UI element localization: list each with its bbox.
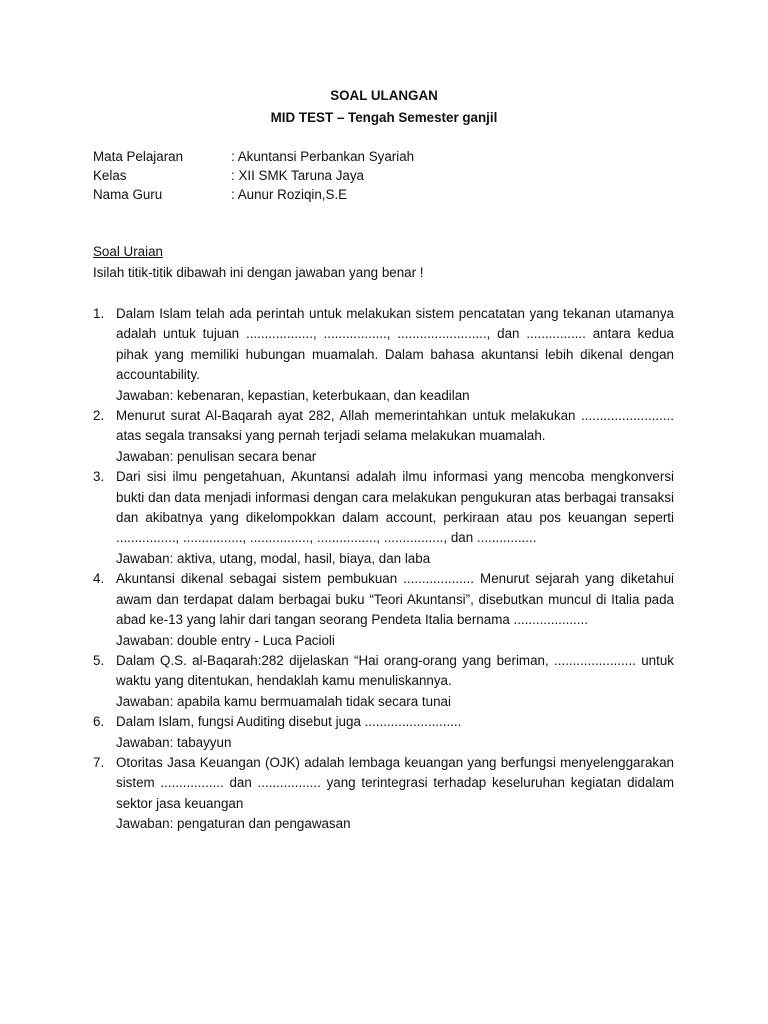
question-number: 5. [93, 652, 105, 668]
info-row-subject [93, 147, 414, 166]
question-text: Akuntansi dikenal sebagai sistem pembukuan ................... Menurut sejarah yang diketahui awam dan terdapat dalam berbagai buku “Teori Akuntansi”, disebutkan muncul di Italia pada abad ke-13 yang lahir dari tangan seorang Pendeta Italia bernama .................... [116, 571, 674, 628]
question-text: Dalam Q.S. al-Baqarah:282 dijelaskan “Hai orang-orang yang beriman, ...................... untuk waktu yang ditentukan, hendaklah kamu menuliskannya. [116, 652, 674, 689]
info-value: : XII SMK Taruna Jaya [231, 168, 364, 183]
question-list [93, 304, 674, 835]
document-title: SOAL ULANGAN [330, 88, 438, 103]
question-number: 3. [93, 469, 105, 485]
instruction-text: Isilah titik-titik dibawah ini dengan jawaban yang benar ! [93, 265, 424, 280]
question-answer: Jawaban: kebenaran, kepastian, keterbukaan, dan keadilan [116, 387, 470, 403]
question-text: Dari sisi ilmu pengetahuan, Akuntansi adalah ilmu informasi yang mencoba mengkonversi bukti dan data menjadi informasi dengan cara melakukan pengukuran atas berbagai transaksi dan akibatnya yang dikelompokkan dalam account, perkiraan atau pos keuangan seperti ................, ................, ................, ................, ................, dan ................ [116, 469, 674, 546]
question-item [93, 651, 674, 712]
question-text: Dalam Islam telah ada perintah untuk melakukan sistem pencatatan yang tekanan utamanya adalah untuk tujuan .................., ................., ........................, dan ................ antara kedua pihak yang memiliki hubungan muamalah. Dalam bahasa akuntansi lebih dikenal dengan accountability. [116, 306, 674, 383]
question-item [93, 467, 674, 569]
question-item [93, 712, 674, 753]
question-item [93, 753, 674, 835]
question-answer: Jawaban: penulisan secara benar [116, 448, 317, 464]
question-number: 4. [93, 571, 105, 587]
question-answer: Jawaban: pengaturan dan pengawasan [116, 816, 351, 832]
info-value: : Aunur Roziqin,S.E [231, 187, 348, 202]
question-text: Otoritas Jasa Keuangan (OJK) adalah lembaga keuangan yang berfungsi menyelenggarakan sistem ................. dan ................. yang terintegrasi terhadap keseluruhan kegiatan didalam sektor jasa keuangan [116, 754, 674, 811]
question-text: Menurut surat Al-Baqarah ayat 282, Allah memerintahkan untuk melakukan ......................... atas segala transaksi yang pernah terjadi selama melakukan muamalah. [116, 408, 674, 444]
question-number: 7. [93, 754, 105, 770]
info-label: Kelas [93, 168, 127, 183]
question-item [93, 304, 674, 406]
question-answer: Jawaban: apabila kamu bermuamalah tidak secara tunai [116, 693, 451, 709]
question-text: Dalam Islam, fungsi Auditing disebut juga .......................... [116, 714, 462, 730]
question-number: 2. [93, 408, 105, 424]
question-answer: Jawaban: tabayyun [116, 734, 232, 750]
question-item [93, 569, 674, 651]
question-number: 1. [93, 306, 105, 321]
question-answer: Jawaban: aktiva, utang, modal, hasil, biaya, dan laba [116, 550, 431, 566]
info-label: Nama Guru [93, 187, 163, 202]
question-number: 6. [93, 714, 105, 730]
document-subtitle: MID TEST – Tengah Semester ganjil [270, 110, 498, 125]
question-answer: Jawaban: double entry - Luca Pacioli [116, 632, 335, 648]
section-heading: Soal Uraian [93, 244, 163, 259]
info-label: Mata Pelajaran [93, 149, 184, 164]
info-row-class [93, 166, 414, 185]
question-item [93, 406, 674, 467]
info-row-teacher [93, 185, 414, 204]
info-value: : Akuntansi Perbankan Syariah [231, 149, 415, 164]
info-block [93, 147, 414, 204]
